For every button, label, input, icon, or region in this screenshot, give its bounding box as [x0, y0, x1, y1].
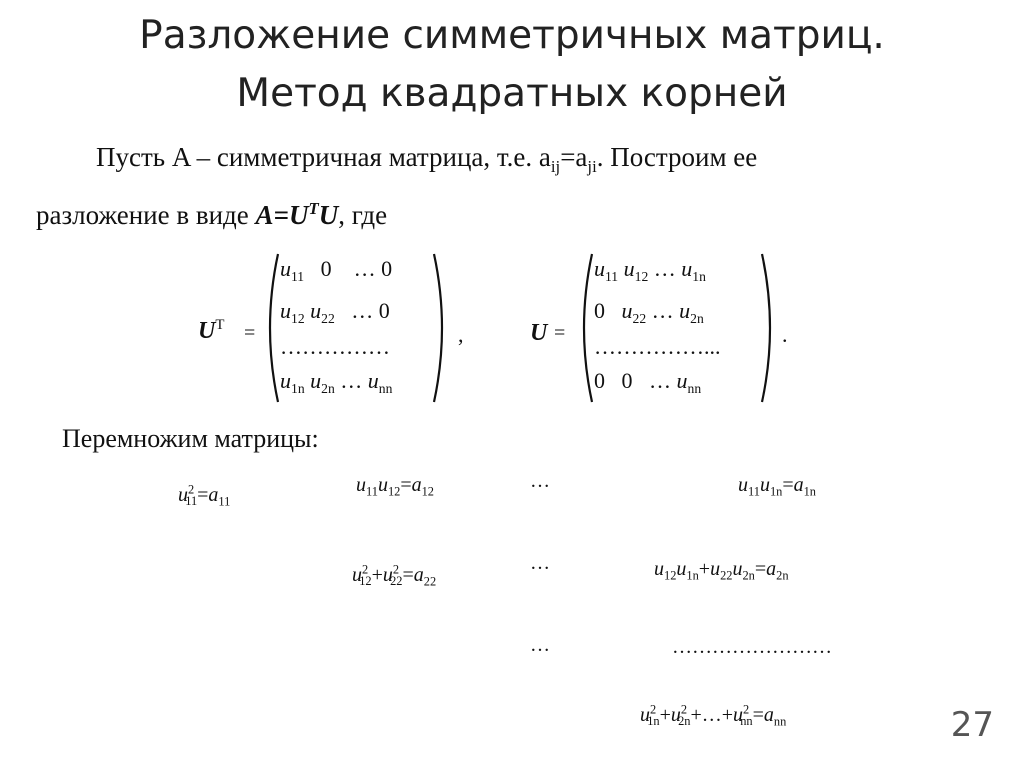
intro-line-2	[36, 200, 387, 231]
subscript-ij: ij	[550, 156, 561, 176]
matrix-u-equals: =	[554, 322, 566, 344]
eq-u11u1n: $u_{11}u_{1n}=a_{1n}$	[738, 474, 816, 499]
matrix-u-row-3: ……………...	[594, 334, 721, 359]
matrix-ut-equals: =	[244, 322, 256, 344]
eq-dots-2: …	[530, 552, 550, 574]
left-paren	[258, 252, 282, 404]
matrix-u-row-1: $u_{11}$ $u_{12}$ … $u_{1n}$	[594, 256, 706, 284]
matrix-ut-row-2: $u_{12}$ $u_{22}$ … 0	[280, 298, 390, 326]
right-paren	[430, 252, 454, 404]
eq-dots-1: …	[530, 470, 550, 492]
matrix-ut-row-4: $u_{1n}$ $u_{2n}$ … $u_{nn}$	[280, 368, 393, 396]
right-paren	[758, 252, 782, 404]
eq-u12u1n-u22u2n: $u_{12}u_{1n}+u_{22}u_{2n}=a_{2n}$	[654, 558, 789, 583]
matrix-u-row-4: 0 0 … $u_{nn}$	[594, 368, 702, 396]
intro-text: Пусть A – симметричная матрица, т.е. a	[96, 142, 551, 172]
eq-u11-squared: $u^2_{11}=a_{11}$	[178, 482, 231, 509]
subscript-ji: ji	[587, 156, 597, 176]
intro-text-2: . Построим ее	[596, 142, 758, 172]
eq-u12-u22-squared: $u^2_{12}+u^2_{22}=a_{22}$	[352, 562, 437, 589]
title-line-1: Разложение симметричных матриц.	[139, 13, 885, 58]
matrix-ut-label: $U^T$	[198, 317, 225, 344]
left-paren	[572, 252, 596, 404]
title-line-2: Метод квадратных корней	[236, 71, 788, 116]
matrix-u-period: .	[782, 322, 788, 347]
intro-line2-text: разложение в виде	[36, 200, 256, 230]
eq-dots-3: …	[530, 634, 550, 656]
matrix-u-row-2: 0 $u_{22}$ … $u_{2n}$	[594, 298, 704, 326]
formula-a: A=U	[255, 200, 309, 230]
eq-sum-squares: $u^2_{1n}+u^2_{2n}+\dots+u^2_{nn}=a_{nn}$	[640, 702, 787, 729]
intro-line-1	[96, 142, 758, 176]
multiply-label: Перемножим матрицы:	[62, 424, 319, 453]
formula-t: T	[308, 198, 319, 218]
intro-eq: =a	[560, 142, 588, 172]
matrix-ut-comma: ,	[458, 322, 464, 347]
eq-u11u12: $u_{11}u_{12}=a_{12}$	[356, 474, 434, 499]
matrix-u-label: U	[530, 320, 548, 346]
page-number: 27	[950, 705, 994, 745]
matrix-ut-row-1: $u_{11}$ 0 … 0	[280, 256, 393, 284]
eq-long-dots: ……………………	[672, 636, 832, 658]
intro-line2-end: , где	[338, 200, 388, 230]
matrix-ut-row-3: ……………	[280, 334, 390, 359]
formula-u: U	[318, 200, 339, 230]
